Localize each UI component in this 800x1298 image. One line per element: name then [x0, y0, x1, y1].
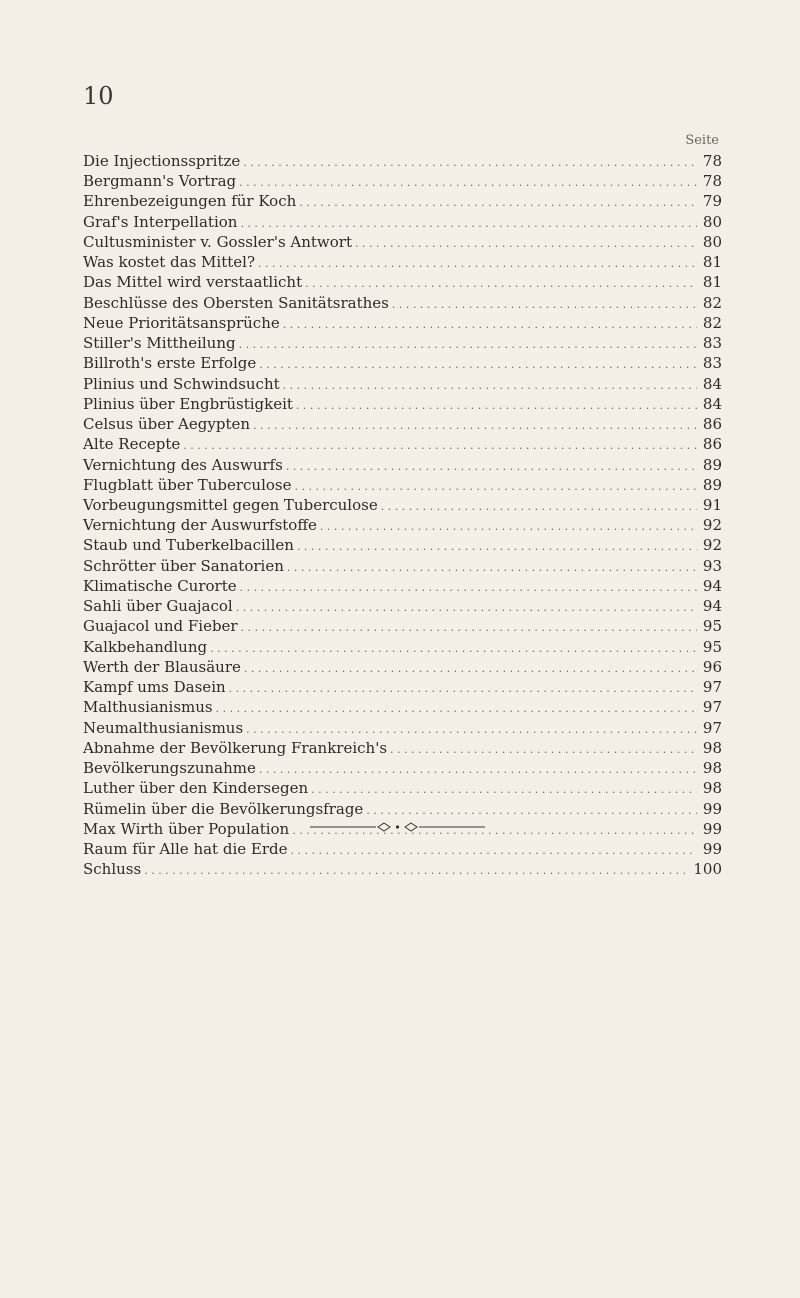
- toc-entry-title: Vernichtung des Auswurfs: [83, 455, 283, 474]
- toc-entry-title: Abnahme der Bevölkerung Frankreich's: [83, 738, 388, 757]
- toc-entry-page: 92: [702, 516, 722, 535]
- toc-entry-title: Alte Recepte: [83, 435, 181, 454]
- toc-entry: [83, 859, 722, 879]
- toc-entry-title: Die Injectionsspritze: [83, 152, 241, 170]
- toc-entry-page: 97: [702, 698, 722, 717]
- toc-entry: [83, 637, 722, 657]
- dot-leader: [241, 618, 697, 636]
- toc-entry-title: Ehrenbezeigungen für Koch: [83, 192, 297, 211]
- toc-entry-title: Neue Prioritätsansprüche: [83, 313, 280, 332]
- toc-entry: [83, 434, 722, 454]
- toc-entry-title: Bevölkerungszunahme: [83, 759, 256, 778]
- dot-leader: [299, 193, 697, 211]
- toc-entry: [83, 252, 722, 272]
- toc-entry-page: 84: [702, 374, 722, 393]
- dot-leader: [287, 558, 697, 576]
- toc-entry: [83, 677, 722, 697]
- toc-entry-title: Vorbeugungsmittel gegen Tuberculose: [83, 495, 378, 514]
- toc-entry-page: 83: [702, 334, 722, 353]
- toc-entry: [83, 353, 722, 373]
- dot-leader: [296, 396, 697, 414]
- toc-entry-page: 98: [702, 759, 722, 778]
- dot-leader: [259, 760, 697, 778]
- dot-leader: [311, 780, 697, 798]
- toc-entry-title: Guajacol und Fieber: [83, 617, 238, 636]
- toc-entry: [83, 495, 722, 515]
- toc-entry: [83, 293, 722, 313]
- toc-entry-page: 86: [702, 435, 722, 454]
- toc-entry-title: Plinius über Engbrüstigkeit: [83, 394, 293, 413]
- toc-entry: [83, 191, 722, 211]
- toc-entry-page: 81: [702, 273, 722, 292]
- dot-leader: [390, 740, 697, 758]
- dot-leader: [183, 436, 697, 454]
- toc-entry: [83, 333, 722, 353]
- toc-entry: [83, 778, 722, 798]
- dot-leader: [283, 315, 697, 333]
- toc-entry-page: 79: [702, 192, 722, 211]
- dot-leader: [240, 578, 697, 596]
- toc-entry-title: Billroth's erste Erfolge: [83, 354, 257, 373]
- toc-entry: [83, 758, 722, 778]
- toc-entry: [83, 212, 722, 232]
- toc-entry: [83, 657, 722, 677]
- toc-entry-page: 78: [702, 172, 722, 191]
- toc-entry-title: Rümelin über die Bevölkerungsfrage: [83, 799, 364, 818]
- toc-entry-page: 94: [702, 597, 722, 616]
- toc-entry-title: Cultusminister v. Gossler's Antwort: [83, 232, 353, 251]
- dot-leader: [236, 598, 697, 616]
- toc-entry: [83, 515, 722, 535]
- dot-leader: [210, 639, 697, 657]
- dot-leader: [244, 659, 697, 677]
- toc-entry-title: Kampf ums Dasein: [83, 678, 226, 697]
- toc-entry: [83, 839, 722, 859]
- toc-entry: [83, 151, 722, 171]
- page-number: 10: [83, 82, 114, 110]
- toc-entry-page: 99: [702, 839, 722, 858]
- dot-leader: [144, 861, 690, 879]
- toc-entry-page: 89: [702, 475, 722, 494]
- toc-entry-title: Raum für Alle hat die Erde: [83, 839, 288, 858]
- dot-leader: [246, 720, 697, 738]
- toc-entry-title: Klimatische Curorte: [83, 576, 237, 595]
- toc-entry: [83, 535, 722, 555]
- toc-entry-title: Plinius und Schwindsucht: [83, 374, 280, 393]
- toc-entry: [83, 455, 722, 475]
- toc-entry-title: Staub und Tuberkelbacillen: [83, 536, 294, 555]
- dot-leader: [320, 517, 697, 535]
- toc-entry-page: 81: [702, 253, 722, 272]
- toc-entry-page: 97: [702, 718, 722, 737]
- toc-entry-title: Bergmann's Vortrag: [83, 172, 237, 191]
- toc-entry: [83, 394, 722, 414]
- dot-leader: [295, 477, 698, 495]
- toc-entry-title: Neumalthusianismus: [83, 718, 244, 737]
- toc-entry: [83, 374, 722, 394]
- end-ornament: [310, 821, 485, 833]
- toc-entry: [83, 576, 722, 596]
- toc-entry: [83, 475, 722, 495]
- toc-entry-page: 96: [702, 657, 722, 676]
- toc-entry-title: Sahli über Guajacol: [83, 597, 233, 616]
- dot-leader: [366, 801, 697, 819]
- dot-leader: [291, 841, 698, 859]
- toc-entry-title: Kalkbehandlung: [83, 637, 208, 656]
- toc-entry-title: Das Mittel wird verstaatlicht: [83, 273, 303, 292]
- toc-entry-page: 89: [702, 455, 722, 474]
- dot-leader: [283, 376, 697, 394]
- toc-entry-title: Stiller's Mittheilung: [83, 334, 236, 353]
- toc-entry: [83, 232, 722, 252]
- toc-entry-page: 92: [702, 536, 722, 555]
- toc-entry-page: 98: [702, 779, 722, 798]
- toc-entry-page: 94: [702, 576, 722, 595]
- dot-leader: [297, 537, 697, 555]
- dot-leader: [392, 295, 697, 313]
- toc-entry-page: 86: [702, 415, 722, 434]
- dot-leader: [258, 254, 697, 272]
- toc-entry-title: Vernichtung der Auswurfstoffe: [83, 516, 317, 535]
- toc-entry-page: 91: [702, 495, 722, 514]
- toc-entry-page: 82: [702, 313, 722, 332]
- toc-entry-page: 80: [702, 232, 722, 251]
- toc-entry: [83, 697, 722, 717]
- toc-entry-page: 95: [702, 637, 722, 656]
- toc-entry-page: 95: [702, 617, 722, 636]
- toc-entry-title: Werth der Blausäure: [83, 657, 241, 676]
- toc-entry-page: 80: [702, 212, 722, 231]
- dot-leader: [253, 416, 697, 434]
- dot-leader: [239, 335, 697, 353]
- toc-entry-page: 83: [702, 354, 722, 373]
- dot-leader: [305, 274, 697, 292]
- toc-entry-title: Max Wirth über Population: [83, 819, 290, 838]
- dot-leader: [286, 457, 697, 475]
- toc-entry: [83, 738, 722, 758]
- toc-entry-title: Malthusianismus: [83, 698, 213, 717]
- toc-entry-title: Beschlüsse des Obersten Sanitätsrathes: [83, 293, 389, 312]
- dot-leader: [240, 214, 697, 232]
- toc-entry: [83, 313, 722, 333]
- toc-entry-title: Schluss: [83, 860, 142, 879]
- toc-entry-page: 100: [693, 860, 722, 879]
- dot-leader: [229, 679, 697, 697]
- dot-leader: [239, 173, 697, 191]
- toc-entry-page: 93: [702, 556, 722, 575]
- dot-leader: [381, 497, 697, 515]
- dot-leader: [243, 153, 697, 171]
- toc-entry-page: 99: [702, 819, 722, 838]
- toc-entry: [83, 414, 722, 434]
- toc-entry-page: 98: [702, 738, 722, 757]
- column-header-seite: Seite: [685, 133, 719, 148]
- toc-entry: [83, 556, 722, 576]
- toc-entry: [83, 596, 722, 616]
- toc-entry-page: 82: [702, 293, 722, 312]
- table-of-contents: [83, 151, 722, 879]
- toc-entry: [83, 616, 722, 636]
- toc-entry: [83, 718, 722, 738]
- toc-entry-page: 78: [702, 152, 722, 170]
- dot-leader: [259, 355, 697, 373]
- toc-entry-title: Schrötter über Sanatorien: [83, 556, 284, 575]
- toc-entry-title: Graf's Interpellation: [83, 212, 238, 231]
- toc-entry-page: 84: [702, 394, 722, 413]
- dot-leader: [216, 699, 697, 717]
- toc-entry-title: Was kostet das Mittel?: [83, 253, 255, 272]
- toc-entry: [83, 799, 722, 819]
- toc-entry-title: Luther über den Kindersegen: [83, 779, 309, 798]
- toc-entry-page: 97: [702, 678, 722, 697]
- toc-entry: [83, 171, 722, 191]
- dot-leader: [355, 234, 697, 252]
- toc-entry: [83, 272, 722, 292]
- toc-entry-page: 99: [702, 799, 722, 818]
- toc-entry-title: Flugblatt über Tuberculose: [83, 475, 292, 494]
- toc-entry-title: Celsus über Aegypten: [83, 415, 251, 434]
